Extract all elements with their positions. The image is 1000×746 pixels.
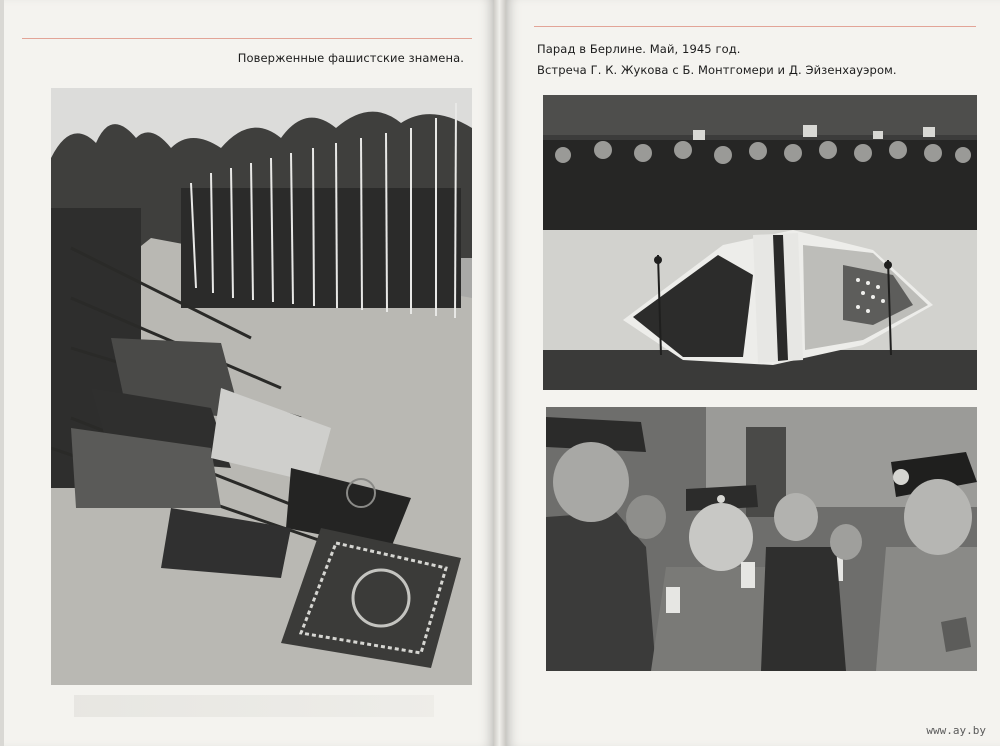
left-page-rule (22, 38, 472, 39)
right-page-rule (534, 26, 976, 27)
zhukov-montgomery-eisenhower-meeting-photo (546, 407, 977, 671)
book-gutter (494, 0, 506, 746)
parade-caption: Парад в Берлине. Май, 1945 год. (537, 42, 741, 56)
show-through-text (74, 695, 434, 717)
watermark: www.ay.by (926, 724, 986, 737)
defeated-banners-photo (51, 88, 472, 685)
berlin-parade-tribune-photo (543, 95, 977, 390)
left-photo-caption: Поверженные фашистские знамена. (237, 51, 464, 65)
meeting-caption: Встреча Г. К. Жукова с Б. Монтгомери и Д. Эйзенхауэром. (537, 63, 897, 77)
